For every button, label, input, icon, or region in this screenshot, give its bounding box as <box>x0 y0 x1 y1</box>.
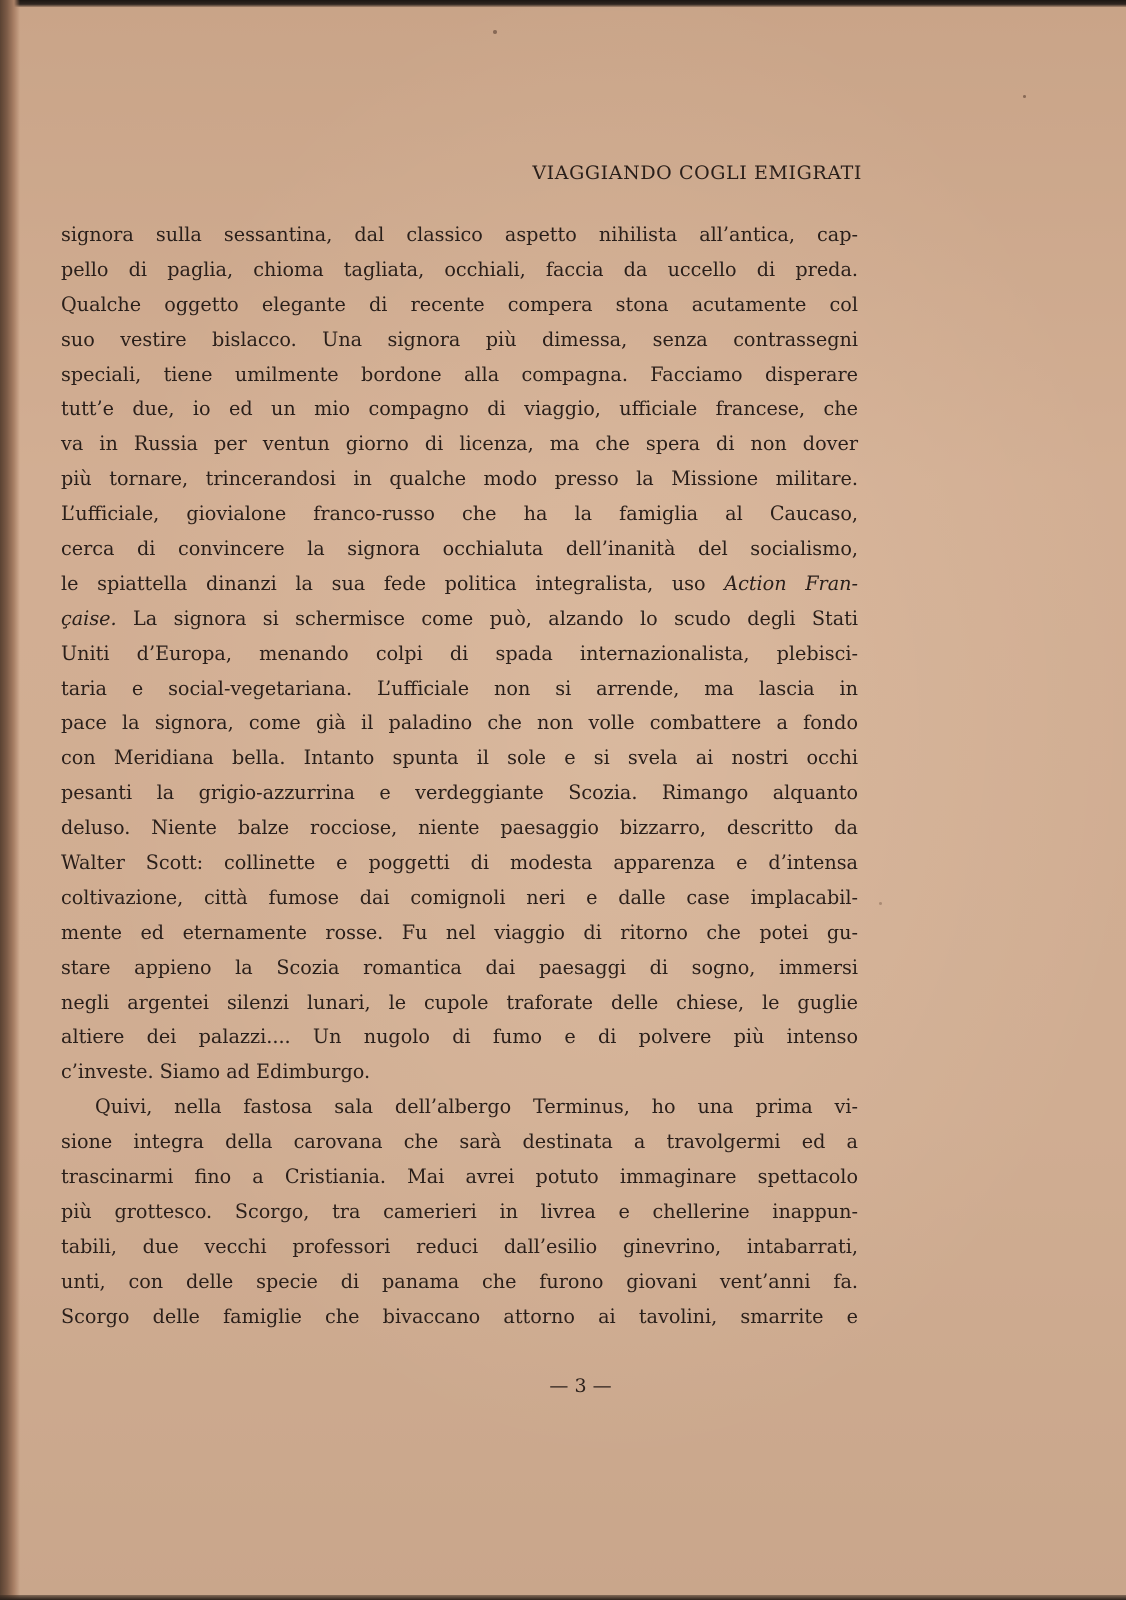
text-line: Walter Scott: collinette e poggetti di modesta apparenza e d’intensa <box>61 851 858 875</box>
text-line: negli argentei silenzi lunari, le cupole traforate delle chiese, le guglie <box>61 990 858 1014</box>
text-line: altiere dei palazzi.... Un nugolo di fumo e di polvere più intenso <box>61 1025 858 1049</box>
text-line: suo vestire bislacco. Una signora più dimessa, senza contrassegni <box>61 327 858 351</box>
text-line: sione integra della carovana che sarà destinata a travolgermi ed a <box>61 1130 858 1154</box>
text-line: pesanti la grigio-azzurrina e verdeggiante Scozia. Rimango alquanto <box>61 781 858 805</box>
text-line: deluso. Niente balze rocciose, niente paesaggio bizzarro, descritto da <box>61 816 858 840</box>
text-line: coltivazione, città fumose dai comignoli neri e dalle case implacabil- <box>61 885 858 909</box>
text-line: più grottesco. Scorgo, tra camerieri in livrea e chellerine inappun- <box>61 1199 858 1223</box>
text-line-paragraph-start: Quivi, nella fastosa sala dell’albergo Terminus, ho una prima vi- <box>95 1095 858 1119</box>
paper-speck <box>493 30 497 34</box>
text-line: tabili, due vecchi professori reduci dall’esilio ginevrino, intabarrati, <box>61 1234 858 1258</box>
page-left-binding-edge <box>0 0 20 1600</box>
body-text <box>61 218 858 1335</box>
italic-title: Action Fran- <box>724 571 858 595</box>
text-line: mente ed eternamente rosse. Fu nel viaggio di ritorno che potei gu- <box>61 920 858 944</box>
running-head: VIAGGIANDO COGLI EMIGRATI <box>532 162 862 184</box>
text-line: va in Russia per ventun giorno di licenza, ma che spera di non dover <box>61 432 858 456</box>
text-line-paragraph-end: c’investe. Siamo ad Edimburgo. <box>61 1060 371 1084</box>
text-line: stare appieno la Scozia romantica dai paesaggi di sogno, immersi <box>61 955 858 979</box>
text-line: Uniti d’Europa, menando colpi di spada internazionalista, plebisci- <box>61 641 858 665</box>
text-line: tutt’e due, io ed un mio compagno di viaggio, ufficiale francese, che <box>61 397 858 421</box>
paper-speck <box>879 902 882 905</box>
text-line: taria e social-vegetariana. L’ufficiale non si arrende, ma lascia in <box>61 676 858 700</box>
text-line: signora sulla sessantina, dal classico aspetto nihilista all’antica, cap- <box>61 223 858 246</box>
paper-speck <box>1023 95 1026 98</box>
italic-title: çaise. <box>61 606 117 630</box>
text-line: trascinarmi fino a Cristiania. Mai avrei potuto immaginare spettacolo <box>61 1165 858 1189</box>
text-line: pello di paglia, chioma tagliata, occhiali, faccia da uccello di preda. <box>61 257 858 281</box>
page-bottom-edge <box>0 1595 1126 1600</box>
text-line-with-italic <box>61 567 858 602</box>
text-line: Qualche oggetto elegante di recente compera stona acutamente col <box>61 292 858 316</box>
text-line: con Meridiana bella. Intanto spunta il sole e si svela ai nostri occhi <box>61 746 858 770</box>
page-number: — 3 — <box>549 1375 612 1397</box>
text-line-with-italic <box>61 602 858 637</box>
text-line: Scorgo delle famiglie che bivaccano attorno ai tavolini, smarrite e <box>61 1304 858 1328</box>
page-top-edge <box>0 0 1126 7</box>
text-line: unti, con delle specie di panama che furono giovani vent’anni fa. <box>61 1269 858 1293</box>
text-line: cerca di convincere la signora occhialuta dell’inanità del socialismo, <box>61 537 858 561</box>
text-segment: La signora si schermisce come può, alzando lo scudo degli Stati <box>133 606 858 630</box>
text-segment: le spiattella dinanzi la sua fede politica integralista, uso <box>61 571 706 595</box>
text-line: speciali, tiene umilmente bordone alla compagna. Facciamo disperare <box>61 362 858 386</box>
text-line: pace la signora, come già il paladino che non volle combattere a fondo <box>61 711 858 735</box>
text-line: più tornare, trincerandosi in qualche modo presso la Missione militare. <box>61 467 858 491</box>
text-line: L’ufficiale, giovialone franco-russo che ha la famiglia al Caucaso, <box>61 502 858 526</box>
